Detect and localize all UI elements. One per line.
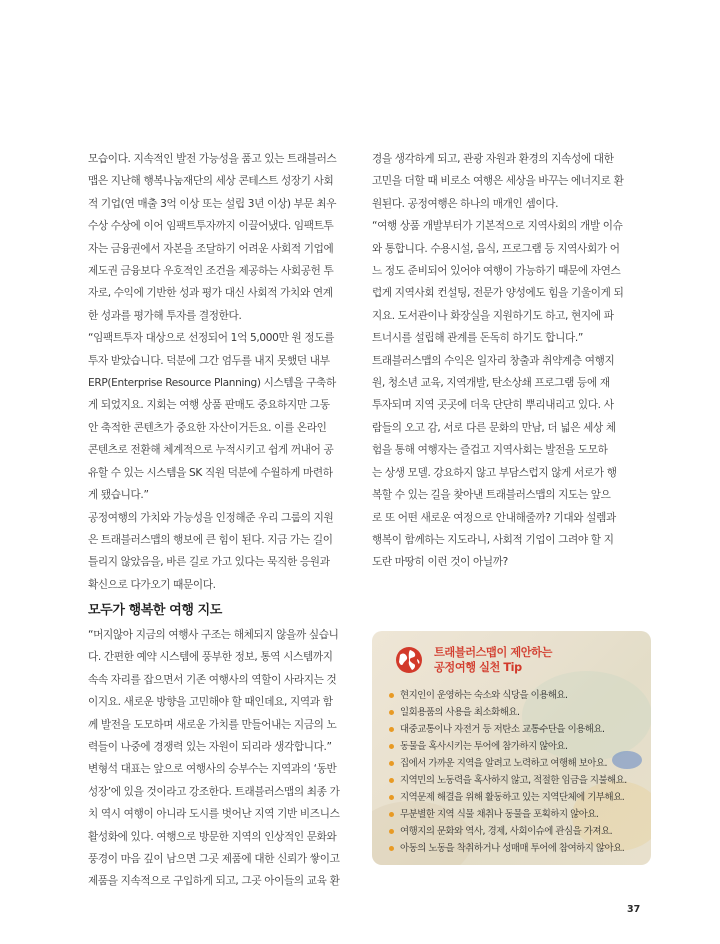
- tip-box-header: [392, 641, 632, 685]
- globe-icon: [394, 645, 424, 675]
- bullet-icon: [389, 778, 394, 783]
- tip-text: 아동의 노동을 착취하거나 성매매 투어에 참여하지 않아요.: [400, 843, 625, 854]
- text-line: 원, 청소년 교육, 지역개발, 탄소상쇄 프로그램 등에 재: [372, 377, 610, 390]
- text-line: 콘텐츠로 전환해 체계적으로 누적시키고 쉽게 꺼내어 공: [88, 444, 334, 457]
- text-line: “여행 상품 개발부터가 기본적으로 지역사회의 개발 이슈: [372, 220, 623, 233]
- tip-text: 대중교통이나 자전거 등 저탄소 교통수단을 이용해요.: [400, 724, 605, 735]
- left-column-top: [88, 148, 366, 596]
- bullet-icon: [389, 795, 394, 800]
- tip-text: 일회용품의 사용을 최소화해요.: [400, 707, 520, 718]
- fair-travel-tip-box: [372, 631, 651, 865]
- text-line: 원된다. 공정여행은 하나의 매개인 셈이다.: [372, 197, 559, 210]
- text-line: 복할 수 있는 길을 찾아낸 트래블러스맵의 지도는 앞으: [372, 489, 611, 502]
- tip-text: 현지인이 운영하는 숙소와 식당을 이용해요.: [400, 690, 568, 701]
- bullet-icon: [389, 829, 394, 834]
- text-line: 제도권 금융보다 우호적인 조건을 제공하는 사회공헌 투: [88, 265, 334, 278]
- text-line: 경을 생각하게 되고, 관광 자원과 환경의 지속성에 대한: [372, 153, 614, 165]
- bullet-icon: [389, 846, 394, 851]
- text-line: 로 또 어떤 새로운 여정으로 안내해줄까? 기대와 설렘과: [372, 511, 616, 524]
- text-line: 느 정도 준비되어 있어야 여행이 가능하기 때문에 자연스: [372, 265, 621, 278]
- text-line: 풍경이 마음 깊이 남으면 그곳 제품에 대한 신뢰가 쌓이고: [88, 853, 340, 866]
- tip-text: 지역문제 해결을 위해 활동하고 있는 지역단체에 기부해요.: [400, 792, 625, 803]
- text-line: 트래블러스맵의 수익은 일자리 창출과 취약계층 여행지: [372, 354, 615, 367]
- tip-list: [389, 687, 627, 857]
- text-line: 적 기업(연 매출 3억 이상 또는 설립 3년 이상) 부문 최우: [88, 197, 337, 210]
- list-item: [389, 755, 627, 772]
- text-line: 활성화에 있다. 여행으로 방문한 지역의 인상적인 문화와: [88, 830, 337, 843]
- list-item: [389, 704, 627, 721]
- list-item: [389, 772, 627, 789]
- text-line: 람들의 오고 감, 서로 다른 문화의 만남, 더 넓은 세상 체: [372, 421, 616, 434]
- tip-title-line: 트래블러스맵이 제안하는: [434, 646, 552, 659]
- page-number: 37: [627, 904, 641, 915]
- text-line: 고민을 더할 때 비로소 여행은 세상을 바꾸는 에너지로 환: [372, 175, 624, 188]
- text-line: 께 발전을 도모하며 새로운 가치를 만들어내는 지금의 노: [88, 718, 337, 731]
- list-item: [389, 738, 627, 755]
- section-heading: 모두가 행복한 여행 지도: [88, 603, 222, 618]
- tip-box-title: [434, 645, 644, 675]
- text-line: 자로, 수익에 기반한 성과 평가 대신 사회적 가치와 연계: [88, 287, 333, 300]
- bullet-icon: [389, 744, 394, 749]
- tip-text: 지역민의 노동력을 혹사하지 않고, 적절한 임금을 지불해요.: [400, 775, 627, 786]
- text-line: 력들이 나중에 경쟁력 있는 자원이 되리라 생각합니다.”: [88, 741, 332, 754]
- bullet-icon: [389, 727, 394, 732]
- text-line: 투자되며 지역 곳곳에 더욱 단단히 뿌리내리고 있다. 사: [372, 399, 614, 412]
- text-line: 험을 통해 여행자는 즐겁고 지역사회는 발전을 도모하: [372, 444, 608, 457]
- bullet-icon: [389, 693, 394, 698]
- text-line: 맵은 지난해 행복나눔재단의 세상 콘테스트 성장기 사회: [88, 175, 334, 188]
- bullet-icon: [389, 761, 394, 766]
- text-line: 은 트래블러스맵의 행보에 큰 힘이 된다. 지금 가는 길이: [88, 533, 333, 546]
- text-line: 트너시를 설립해 관계를 돈독히 하기도 합니다.”: [372, 332, 584, 345]
- text-line: 도란 마땅히 이런 것이 아닐까?: [372, 556, 508, 569]
- text-line: 치 역시 여행이 아니라 도시를 벗어난 지역 기반 비즈니스: [88, 808, 340, 821]
- list-item: [389, 806, 627, 823]
- text-line: 투자 받았습니다. 덕분에 그간 엄두를 내지 못했던 내부: [88, 354, 330, 367]
- text-line: 안 축적한 콘텐츠가 중요한 자산이거든요. 이를 온라인: [88, 421, 327, 434]
- bullet-icon: [389, 812, 394, 817]
- text-line: 이지요. 새로운 방향을 고민해야 할 때인데요, 지역과 함: [88, 696, 333, 709]
- tip-text: 집에서 가까운 지역을 알려고 노력하고 여행해 보아요.: [400, 758, 608, 769]
- text-line: 지요. 도서관이나 화장실을 지원하기도 하고, 현지에 파: [372, 309, 614, 322]
- text-line: 변형석 대표는 앞으로 여행사의 승부수는 지역과의 ‘동반: [88, 763, 337, 776]
- list-item: [389, 721, 627, 738]
- list-item: [389, 687, 627, 704]
- text-line: “임팩트투자 대상으로 선정되어 1억 5,000만 원 정도를: [88, 332, 334, 345]
- text-line: 다. 간편한 예약 시스템에 풍부한 정보, 통역 시스템까지: [88, 651, 333, 664]
- left-column-bottom: [88, 624, 366, 893]
- text-line: 제품을 지속적으로 구입하게 되고, 그곳 아이들의 교육 환: [88, 875, 340, 888]
- tip-text: 무분별한 지역 식물 채취나 동물을 포획하지 않아요.: [400, 809, 599, 820]
- text-line: 유할 수 있는 시스템을 SK 직원 덕분에 수월하게 마련하: [88, 466, 333, 479]
- bullet-icon: [389, 710, 394, 715]
- text-line: 게 되었지요. 지회는 여행 상품 판매도 중요하지만 그동: [88, 399, 330, 412]
- text-line: 모습이다. 지속적인 발전 가능성을 품고 있는 트래블러스: [88, 153, 337, 165]
- list-item: [389, 789, 627, 806]
- text-line: 수상 수상에 이어 임팩트투자까지 이끌어냈다. 임팩트투: [88, 220, 334, 233]
- text-line: 럽게 지역사회 컨설팅, 전문가 양성에도 힘을 기울이게 되: [372, 287, 624, 300]
- list-item: [389, 823, 627, 840]
- text-line: 확신으로 다가오기 때문이다.: [88, 578, 216, 591]
- tip-text: 여행지의 문화와 역사, 경제, 사회이슈에 관심을 가져요.: [400, 826, 613, 837]
- text-line: 는 상생 모델. 강요하지 않고 부담스럽지 않게 서로가 행: [372, 466, 617, 479]
- text-line: 행복이 함께하는 지도라니, 사회적 기업이 그려야 할 지: [372, 533, 614, 546]
- list-item: [389, 840, 627, 857]
- text-line: 와 통합니다. 수용시설, 음식, 프로그램 등 지역사회가 어: [372, 242, 620, 255]
- tip-title-line: 공정여행 실천 Tip: [434, 661, 522, 674]
- text-line: 틀리지 않았음을, 바른 길로 가고 있다는 묵직한 응원과: [88, 556, 330, 569]
- text-line: 한 성과를 평가해 투자를 결정한다.: [88, 309, 242, 322]
- tip-text: 동물을 혹사시키는 투어에 참가하지 않아요.: [400, 741, 568, 752]
- text-line: 자는 금융권에서 자본을 조달하기 어려운 사회적 기업에: [88, 242, 334, 255]
- text-line: “머지않아 지금의 여행사 구조는 해체되지 않을까 싶습니: [88, 629, 339, 641]
- text-line: 게 됐습니다.”: [88, 489, 149, 502]
- text-line: 성장’에 있을 것이라고 강조한다. 트래블러스맵의 최종 가: [88, 785, 340, 798]
- right-column: [372, 148, 650, 574]
- text-line: 공정여행의 가치와 가능성을 인정해준 우리 그룹의 지원: [88, 511, 334, 524]
- text-line: ERP(Enterprise Resource Planning) 시스템을 구축하: [88, 377, 336, 390]
- text-line: 속속 자리를 잡으면서 기존 여행사의 역할이 사라지는 것: [88, 673, 337, 686]
